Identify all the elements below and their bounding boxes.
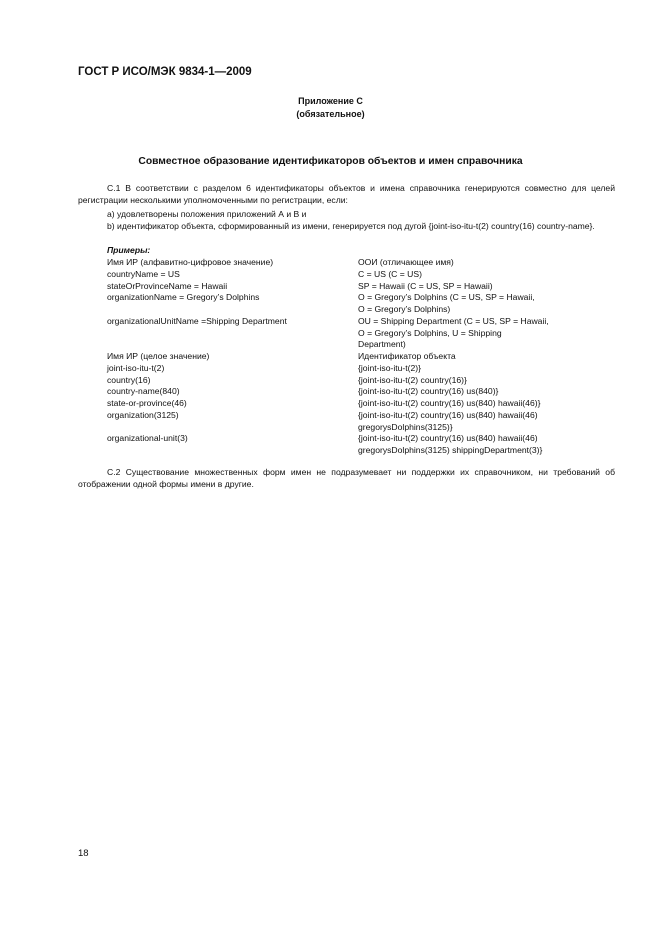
row-right-cell: {joint-iso-itu-t(2) country(16) us(840) hawaii(46) [358, 409, 538, 420]
table-row [107, 433, 618, 445]
row-right-cell: O = Gregory’s Dolphins (C = US, SP = Hawaii, [358, 292, 535, 303]
row-right-cell: {joint-iso-itu-t(2) country(16) us(840)} [358, 386, 499, 397]
table-row [107, 445, 618, 457]
table-row [107, 375, 618, 387]
list-item-a: а) удовлетворены положения приложений А и В и [107, 209, 307, 219]
row-left-cell: organization(3125) [107, 409, 179, 420]
table-row [107, 316, 618, 328]
row-left-cell [107, 445, 358, 457]
row-right-cell: {joint-iso-itu-t(2) country(16)} [358, 374, 467, 385]
row-right-cell: {joint-iso-itu-t(2) country(16) us(840) hawaii(46)} [358, 398, 541, 408]
page-number: 18 [78, 848, 89, 859]
table-row [107, 363, 618, 375]
row-right-cell: O = Gregory’s Dolphins, U = Shipping [358, 327, 502, 338]
row-left-cell: state-or-province(46) [107, 398, 187, 408]
table-row [107, 304, 618, 316]
row-right-cell: Department) [358, 339, 406, 350]
table-row [107, 328, 618, 340]
row-left-cell: country(16) [107, 374, 151, 385]
row-right-cell: gregorysDolphins(3125) shippingDepartment(3)} [358, 445, 543, 455]
row-right-cell: C = US (C = US) [358, 268, 422, 279]
row-left-cell: countryName = US [107, 268, 180, 279]
row-left-cell: country-name(840) [107, 386, 180, 397]
row-left-cell [107, 304, 358, 316]
row-right-cell: SP = Hawaii (C = US, SP = Hawaii) [358, 280, 493, 291]
row-left-cell: Имя ИР (алфавитно-цифровое значение) [107, 257, 274, 267]
row-left-cell: organizational-unit(3) [107, 433, 188, 444]
row-right-cell: O = Gregory’s Dolphins) [358, 304, 451, 314]
table-row [107, 257, 618, 269]
row-left-cell: organizationName = Gregory’s Dolphins [107, 292, 260, 303]
annex-status: (обязательное) [296, 109, 365, 119]
document-header: ГОСТ Р ИСО/МЭК 9834-1—2009 [78, 66, 252, 78]
table-row [107, 410, 618, 422]
section-title: Совместное образование идентификаторов объектов и имен справочника [138, 156, 523, 167]
row-left-cell: joint-iso-itu-t(2) [107, 362, 165, 373]
table-row [107, 386, 618, 398]
row-left-cell [107, 339, 358, 351]
annex-label: Приложение С [298, 96, 363, 106]
examples-table [107, 257, 618, 457]
row-left-cell [107, 328, 358, 340]
row-right-cell: gregorysDolphins(3125)} [358, 421, 453, 432]
list-item-b: b) идентификатор объекта, сформированный из имени, генерируется под дугой {joint-iso-itu-t(2) country(16) country-name}. [107, 221, 595, 231]
table-row [107, 422, 618, 434]
row-right-cell: ООИ (отличающее имя) [358, 257, 454, 267]
paragraph-c1: С.1 В соответствии с разделом 6 идентификаторы объектов и имена справочника генерируются совместно для целей регистрации несколькими уполномоченными по регистрации, если: [78, 183, 615, 205]
row-left-cell: Имя ИР (целое значение) [107, 351, 210, 361]
table-row [107, 281, 618, 293]
row-right-cell: {joint-iso-itu-t(2)} [358, 362, 422, 373]
examples-label: Примеры: [107, 245, 151, 255]
table-row [107, 398, 618, 410]
table-row [107, 339, 618, 351]
row-right-cell: OU = Shipping Department (C = US, SP = Hawaii, [358, 315, 549, 326]
row-right-cell: {joint-iso-itu-t(2) country(16) us(840) hawaii(46) [358, 433, 538, 444]
table-row [107, 269, 618, 281]
row-right-cell: Идентификатор объекта [358, 351, 456, 361]
row-left-cell: organizationalUnitName =Shipping Department [107, 315, 287, 326]
paragraph-c2: С.2 Существование множественных форм имен не подразумевает ни поддержки их справочником, ни требований об отображении одной формы имени в другие. [78, 467, 615, 489]
row-left-cell: stateOrProvinceName = Hawaii [107, 280, 228, 291]
table-row [107, 351, 618, 363]
row-left-cell [107, 422, 358, 434]
table-row [107, 292, 618, 304]
